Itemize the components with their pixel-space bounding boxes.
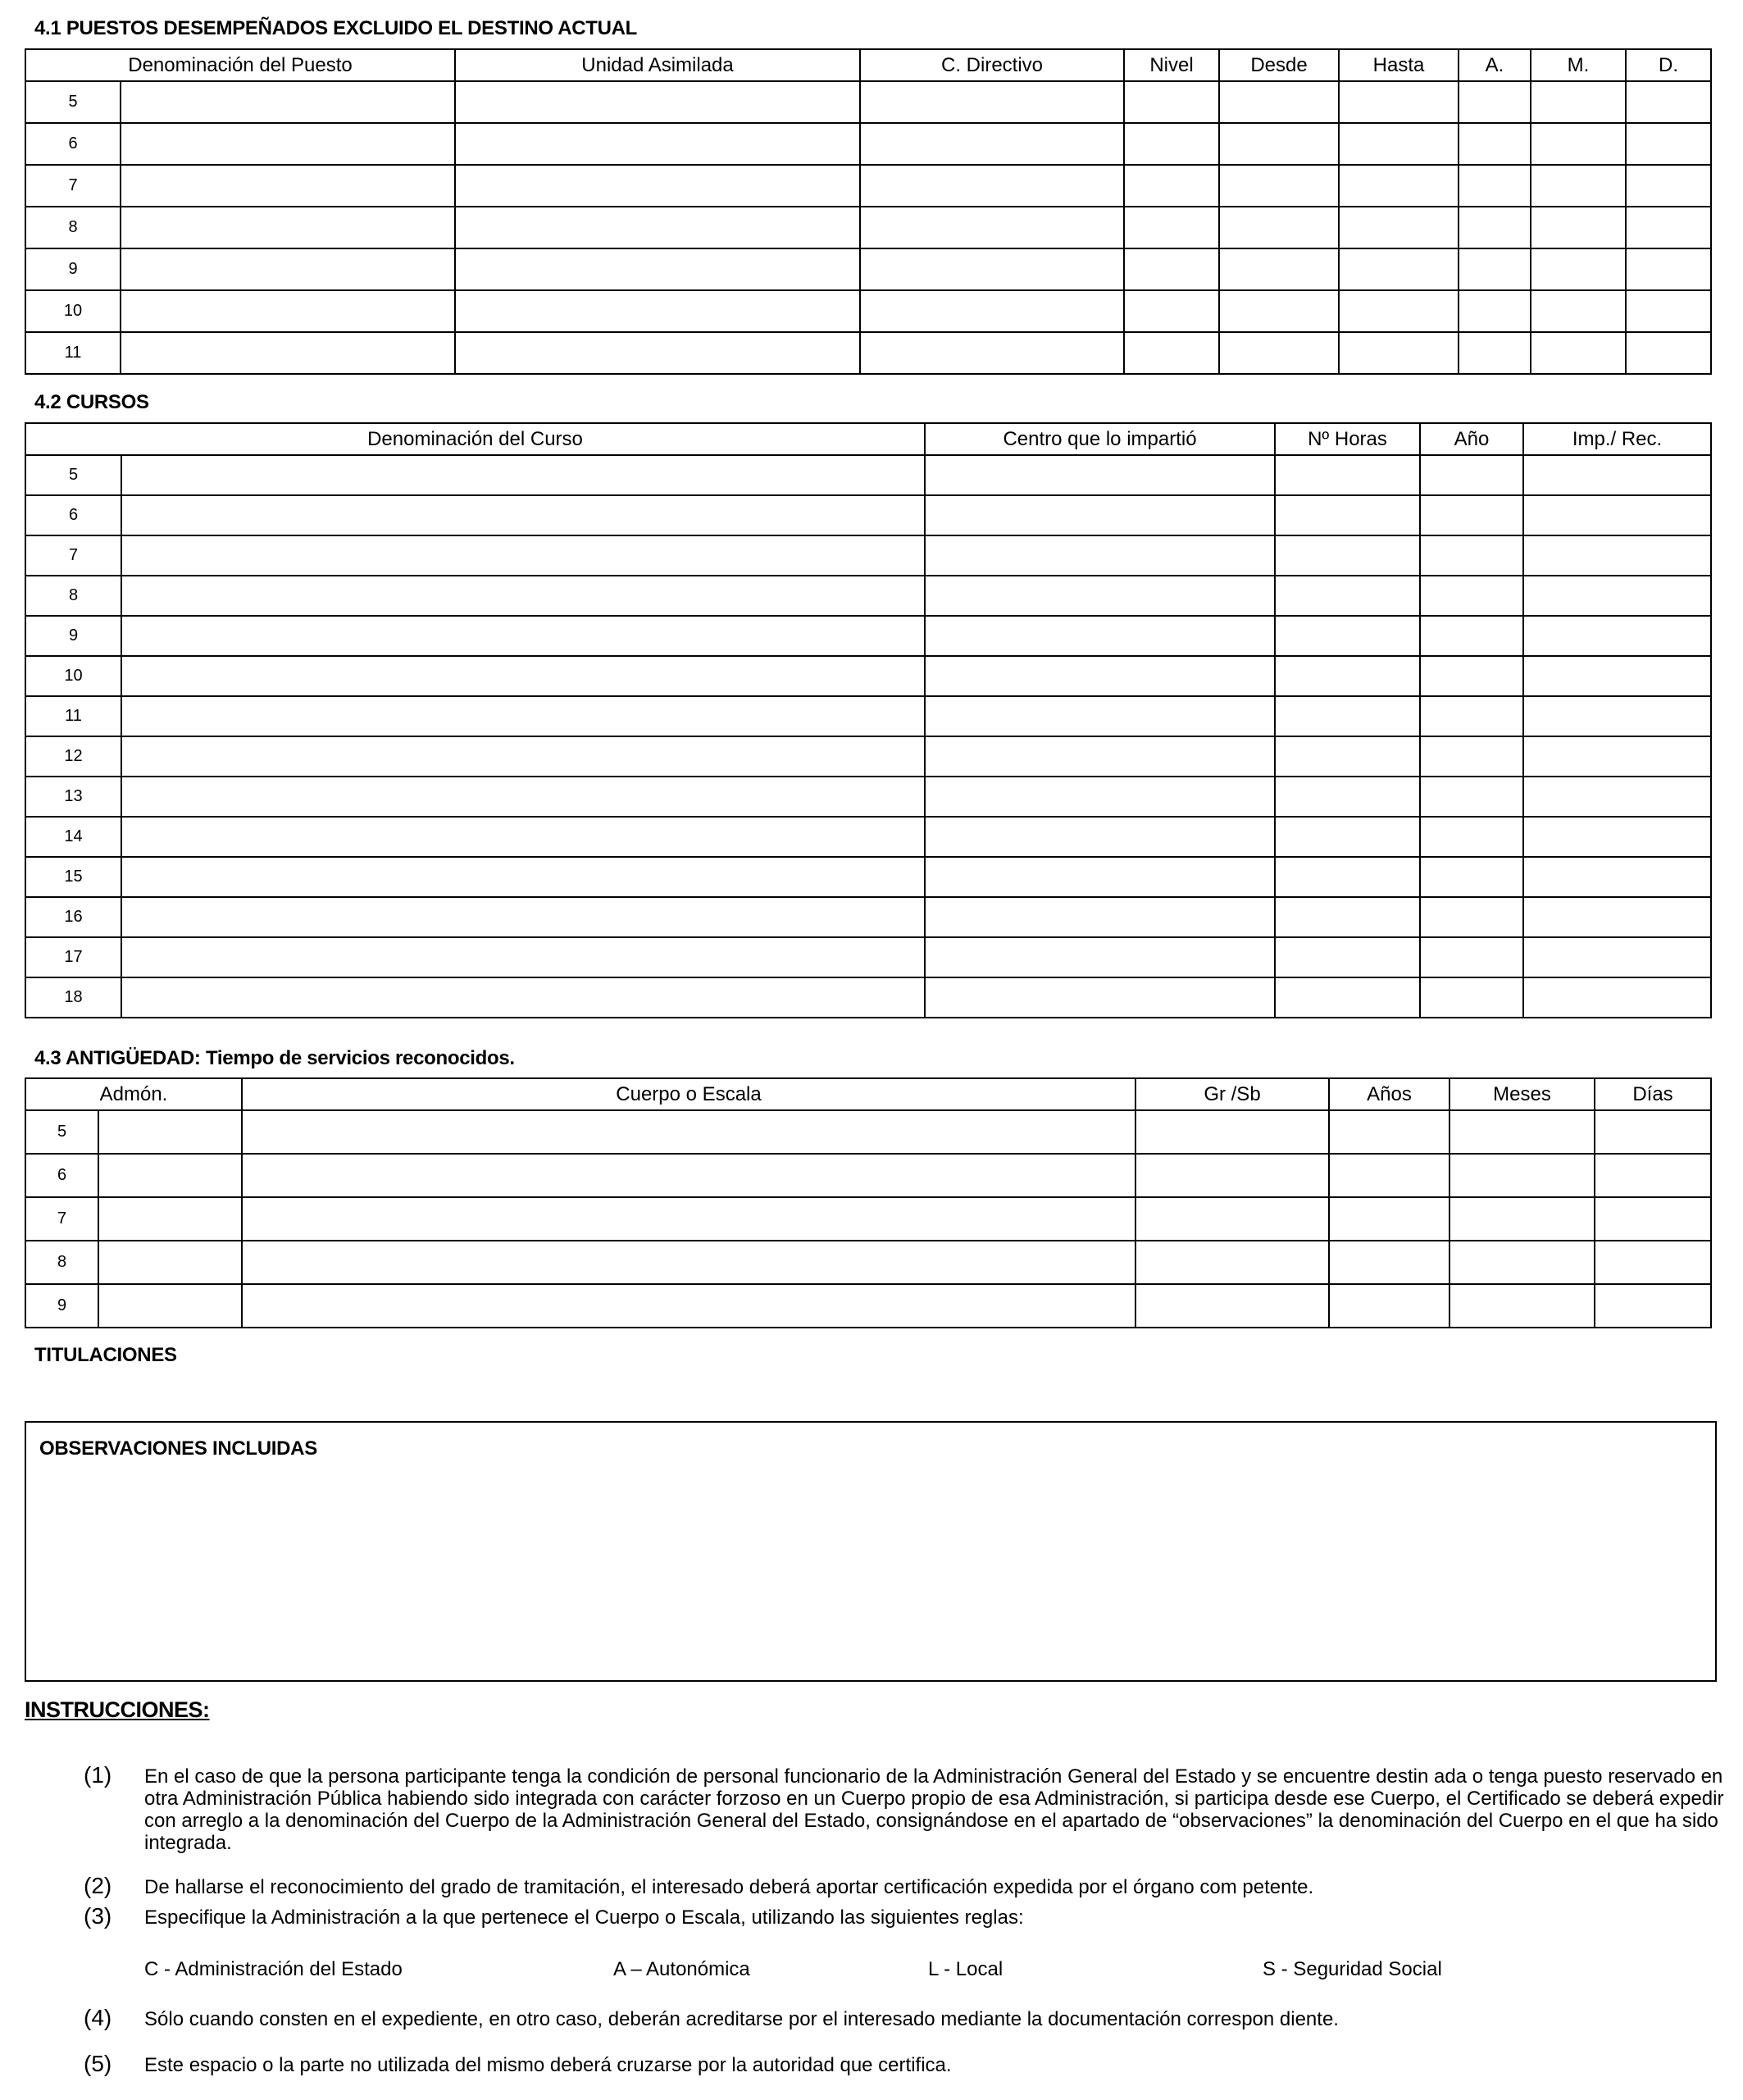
course-cell[interactable]	[121, 495, 925, 535]
row-number: 7	[25, 535, 121, 576]
row-number: 7	[25, 165, 121, 207]
position-cell[interactable]	[1626, 123, 1711, 165]
row-number: 8	[25, 576, 121, 616]
seniority-cell[interactable]	[242, 1197, 1135, 1241]
note-text: Este espacio o la parte no utilizada del mismo deberá cruzarse por la autoridad que certifica.	[144, 2054, 952, 2076]
course-row	[25, 937, 1711, 977]
course-row	[25, 817, 1711, 857]
course-cell[interactable]	[925, 777, 1275, 817]
course-cell[interactable]	[925, 495, 1275, 535]
position-cell[interactable]	[455, 332, 860, 374]
position-cell[interactable]	[1626, 332, 1711, 374]
position-cell[interactable]	[1626, 207, 1711, 248]
seniority-cell[interactable]	[1135, 1197, 1329, 1241]
position-cell[interactable]	[860, 332, 1124, 374]
seniority-cell[interactable]	[1449, 1154, 1595, 1197]
observaciones-label: OBSERVACIONES INCLUIDAS	[39, 1437, 317, 1460]
position-cell[interactable]	[455, 290, 860, 332]
position-cell[interactable]	[1124, 248, 1219, 290]
position-cell[interactable]	[1124, 207, 1219, 248]
header-gr-sb: Gr /Sb	[1135, 1078, 1329, 1110]
course-cell[interactable]	[1275, 777, 1420, 817]
seniority-cell[interactable]	[1449, 1110, 1595, 1154]
position-cell[interactable]	[1339, 81, 1459, 123]
row-number: 15	[25, 857, 121, 897]
note-number: (1)	[84, 1762, 112, 1788]
note-number: (5)	[84, 2051, 112, 2076]
course-cell[interactable]	[121, 696, 925, 736]
position-cell[interactable]	[1339, 332, 1459, 374]
position-cell[interactable]	[121, 290, 455, 332]
row-number: 6	[25, 495, 121, 535]
position-cell[interactable]	[1459, 81, 1531, 123]
position-cell[interactable]	[1124, 165, 1219, 207]
position-cell[interactable]	[1459, 165, 1531, 207]
course-cell[interactable]	[1420, 897, 1523, 937]
position-row	[25, 123, 1711, 165]
position-row	[25, 165, 1711, 207]
course-cell[interactable]	[1523, 495, 1711, 535]
course-cell[interactable]	[925, 656, 1275, 696]
row-number: 9	[25, 616, 121, 656]
course-cell[interactable]	[121, 897, 925, 937]
row-number: 11	[25, 696, 121, 736]
header-cuerpo-escala: Cuerpo o Escala	[242, 1078, 1135, 1110]
position-cell[interactable]	[121, 207, 455, 248]
row-number: 12	[25, 736, 121, 777]
seniority-cell[interactable]	[1329, 1241, 1449, 1284]
course-cell[interactable]	[925, 455, 1275, 495]
position-cell[interactable]	[1339, 165, 1459, 207]
course-cell[interactable]	[1420, 656, 1523, 696]
row-number: 7	[25, 1197, 98, 1241]
header-admon: Admón.	[25, 1078, 242, 1110]
course-cell[interactable]	[925, 937, 1275, 977]
course-row	[25, 977, 1711, 1018]
row-number: 17	[25, 937, 121, 977]
header-anos: A.	[1459, 49, 1531, 81]
row-number: 13	[25, 777, 121, 817]
course-cell[interactable]	[1523, 897, 1711, 937]
course-row	[25, 656, 1711, 696]
course-cell[interactable]	[925, 616, 1275, 656]
course-cell[interactable]	[1523, 777, 1711, 817]
course-row	[25, 616, 1711, 656]
position-cell[interactable]	[1339, 207, 1459, 248]
instrucciones-title: INSTRUCCIONES:	[25, 1697, 210, 1722]
note-text: De hallarse el reconocimiento del grado de tramitación, el interesado deberá aportar certificación expedida por el órgano com petente.	[144, 1876, 1314, 1898]
seniority-cell[interactable]	[1595, 1284, 1711, 1328]
position-cell[interactable]	[860, 248, 1124, 290]
code-estado: C - Administración del Estado	[144, 1958, 403, 1980]
course-cell[interactable]	[925, 857, 1275, 897]
seniority-cell[interactable]	[1135, 1241, 1329, 1284]
note-text: Especifique la Administración a la que pertenece el Cuerpo o Escala, utilizando las siguientes reglas:	[144, 1906, 1024, 1929]
row-number: 11	[25, 332, 121, 374]
header-c-directivo: C. Directivo	[860, 49, 1124, 81]
position-cell[interactable]	[1531, 248, 1626, 290]
course-row	[25, 535, 1711, 576]
note-number: (3)	[84, 1903, 112, 1929]
position-cell[interactable]	[121, 165, 455, 207]
course-cell[interactable]	[1420, 777, 1523, 817]
seniority-cell[interactable]	[1449, 1241, 1595, 1284]
course-cell[interactable]	[1275, 977, 1420, 1018]
seniority-row	[25, 1154, 1711, 1197]
position-row	[25, 207, 1711, 248]
titulaciones-label: TITULACIONES	[34, 1344, 177, 1366]
course-cell[interactable]	[121, 937, 925, 977]
position-cell[interactable]	[1219, 290, 1339, 332]
seniority-row	[25, 1110, 1711, 1154]
seniority-cell[interactable]	[98, 1284, 242, 1328]
position-cell[interactable]	[1219, 81, 1339, 123]
position-cell[interactable]	[1459, 248, 1531, 290]
course-cell[interactable]	[121, 455, 925, 495]
courses-table	[25, 422, 1712, 1018]
header-nivel: Nivel	[1124, 49, 1219, 81]
course-cell[interactable]	[121, 576, 925, 616]
positions-header-row	[25, 49, 1711, 81]
course-cell[interactable]	[1420, 937, 1523, 977]
position-cell[interactable]	[1124, 123, 1219, 165]
course-cell[interactable]	[121, 616, 925, 656]
note-number: (4)	[84, 2005, 112, 2030]
row-number: 9	[25, 1284, 98, 1328]
seniority-cell[interactable]	[1135, 1284, 1329, 1328]
course-cell[interactable]	[1420, 977, 1523, 1018]
code-autonomica: A – Autonómica	[613, 1958, 750, 1980]
position-cell[interactable]	[1219, 207, 1339, 248]
position-cell[interactable]	[1531, 81, 1626, 123]
header-meses: Meses	[1449, 1078, 1595, 1110]
position-cell[interactable]	[1339, 290, 1459, 332]
courses-header-row	[25, 423, 1711, 455]
position-cell[interactable]	[455, 165, 860, 207]
course-cell[interactable]	[925, 535, 1275, 576]
course-cell[interactable]	[925, 576, 1275, 616]
course-cell[interactable]	[1275, 857, 1420, 897]
course-cell[interactable]	[1420, 736, 1523, 777]
course-cell[interactable]	[1420, 576, 1523, 616]
position-cell[interactable]	[1531, 332, 1626, 374]
seniority-cell[interactable]	[1595, 1110, 1711, 1154]
course-cell[interactable]	[1523, 736, 1711, 777]
position-cell[interactable]	[1626, 248, 1711, 290]
position-cell[interactable]	[1339, 123, 1459, 165]
seniority-row	[25, 1241, 1711, 1284]
course-cell[interactable]	[1523, 977, 1711, 1018]
positions-table	[25, 48, 1712, 375]
position-cell[interactable]	[455, 248, 860, 290]
row-number: 14	[25, 817, 121, 857]
seniority-cell[interactable]	[1329, 1154, 1449, 1197]
row-number: 6	[25, 1154, 98, 1197]
seniority-row	[25, 1284, 1711, 1328]
course-cell[interactable]	[1523, 696, 1711, 736]
seniority-cell[interactable]	[1329, 1197, 1449, 1241]
course-cell[interactable]	[1275, 817, 1420, 857]
course-cell[interactable]	[925, 817, 1275, 857]
course-cell[interactable]	[1275, 696, 1420, 736]
course-cell[interactable]	[1420, 857, 1523, 897]
position-cell[interactable]	[1531, 165, 1626, 207]
course-cell[interactable]	[1275, 736, 1420, 777]
note-text: En el caso de que la persona participante tenga la condición de personal funcionario de la Administración General del Estado y se encuentre destin ada o tenga puesto reservado en otra Administración Pública habiendo sido integrada con carácter forzoso en un Cuerpo propio de esa Administración, si participa desde ese Cuerpo, el Certificado se deberá expedir con arreglo a la denominación del Cuerpo de la Administración General del Estado, consignándose en el apartado de “observaciones” la denominación del Cuerpo en el que ha sido integrada.	[144, 1765, 1724, 1854]
seniority-cell[interactable]	[1449, 1197, 1595, 1241]
header-horas: Nº Horas	[1275, 423, 1420, 455]
note-text: Sólo cuando consten en el expediente, en otro caso, deberán acreditarse por el interesado mediante la documentación correspon diente.	[144, 2008, 1339, 2030]
course-cell[interactable]	[1275, 616, 1420, 656]
course-row	[25, 897, 1711, 937]
course-cell[interactable]	[1420, 495, 1523, 535]
header-dias: Días	[1595, 1078, 1711, 1110]
position-cell[interactable]	[455, 123, 860, 165]
position-cell[interactable]	[1459, 207, 1531, 248]
row-number: 18	[25, 977, 121, 1018]
course-cell[interactable]	[925, 897, 1275, 937]
position-cell[interactable]	[121, 81, 455, 123]
row-number: 16	[25, 897, 121, 937]
seniority-cell[interactable]	[1329, 1110, 1449, 1154]
course-cell[interactable]	[121, 535, 925, 576]
position-cell[interactable]	[860, 165, 1124, 207]
course-cell[interactable]	[925, 696, 1275, 736]
position-cell[interactable]	[1459, 332, 1531, 374]
header-denominacion-curso: Denominación del Curso	[25, 423, 925, 455]
row-number: 5	[25, 455, 121, 495]
course-cell[interactable]	[1420, 535, 1523, 576]
seniority-cell[interactable]	[98, 1241, 242, 1284]
position-cell[interactable]	[860, 81, 1124, 123]
position-cell[interactable]	[1219, 123, 1339, 165]
position-cell[interactable]	[121, 332, 455, 374]
seniority-table	[25, 1077, 1712, 1328]
seniority-cell[interactable]	[242, 1241, 1135, 1284]
course-cell[interactable]	[1523, 455, 1711, 495]
course-cell[interactable]	[1523, 656, 1711, 696]
header-unidad-asimilada: Unidad Asimilada	[455, 49, 860, 81]
position-cell[interactable]	[1626, 81, 1711, 123]
position-cell[interactable]	[1219, 165, 1339, 207]
course-row	[25, 857, 1711, 897]
position-cell[interactable]	[860, 207, 1124, 248]
header-meses: M.	[1531, 49, 1626, 81]
position-row	[25, 290, 1711, 332]
seniority-cell[interactable]	[1595, 1197, 1711, 1241]
position-cell[interactable]	[1531, 207, 1626, 248]
course-cell[interactable]	[1523, 857, 1711, 897]
row-number: 6	[25, 123, 121, 165]
section-41-title: 4.1 PUESTOS DESEMPEÑADOS EXCLUIDO EL DESTINO ACTUAL	[34, 17, 638, 39]
seniority-cell[interactable]	[1595, 1241, 1711, 1284]
position-cell[interactable]	[1459, 123, 1531, 165]
course-cell[interactable]	[925, 736, 1275, 777]
row-number: 5	[25, 1110, 98, 1154]
course-cell[interactable]	[1275, 576, 1420, 616]
seniority-cell[interactable]	[1329, 1284, 1449, 1328]
position-cell[interactable]	[860, 123, 1124, 165]
seniority-cell[interactable]	[98, 1110, 242, 1154]
course-cell[interactable]	[121, 656, 925, 696]
row-number: 8	[25, 1241, 98, 1284]
position-cell[interactable]	[455, 207, 860, 248]
code-local: L - Local	[928, 1958, 1003, 1980]
seniority-cell[interactable]	[98, 1197, 242, 1241]
code-seguridad-social: S - Seguridad Social	[1263, 1958, 1442, 1980]
course-cell[interactable]	[1523, 535, 1711, 576]
course-cell[interactable]	[121, 817, 925, 857]
header-denominacion-puesto: Denominación del Puesto	[25, 49, 455, 81]
course-cell[interactable]	[1275, 535, 1420, 576]
row-number: 9	[25, 248, 121, 290]
course-cell[interactable]	[1523, 817, 1711, 857]
position-cell[interactable]	[1339, 248, 1459, 290]
position-cell[interactable]	[121, 248, 455, 290]
position-cell[interactable]	[1124, 332, 1219, 374]
course-cell[interactable]	[1523, 576, 1711, 616]
header-centro: Centro que lo impartió	[925, 423, 1275, 455]
seniority-cell[interactable]	[1135, 1154, 1329, 1197]
course-cell[interactable]	[121, 977, 925, 1018]
header-dias: D.	[1626, 49, 1711, 81]
position-cell[interactable]	[1459, 290, 1531, 332]
row-number: 10	[25, 290, 121, 332]
course-cell[interactable]	[121, 736, 925, 777]
course-cell[interactable]	[1275, 455, 1420, 495]
seniority-cell[interactable]	[1135, 1110, 1329, 1154]
position-row	[25, 332, 1711, 374]
course-row	[25, 495, 1711, 535]
position-cell[interactable]	[455, 81, 860, 123]
position-row	[25, 81, 1711, 123]
course-row	[25, 696, 1711, 736]
section-42-title: 4.2 CURSOS	[34, 391, 149, 413]
course-cell[interactable]	[1275, 897, 1420, 937]
header-hasta: Hasta	[1339, 49, 1459, 81]
seniority-header-row	[25, 1078, 1711, 1110]
seniority-cell[interactable]	[1449, 1284, 1595, 1328]
row-number: 10	[25, 656, 121, 696]
course-cell[interactable]	[1420, 455, 1523, 495]
course-row	[25, 777, 1711, 817]
header-imp-rec: Imp./ Rec.	[1523, 423, 1711, 455]
course-cell[interactable]	[1523, 937, 1711, 977]
section-43-title: 4.3 ANTIGÜEDAD: Tiempo de servicios reconocidos.	[34, 1047, 515, 1069]
position-cell[interactable]	[1626, 290, 1711, 332]
note-number: (2)	[84, 1873, 112, 1898]
observaciones-box	[25, 1421, 1717, 1682]
position-cell[interactable]	[860, 290, 1124, 332]
seniority-cell[interactable]	[242, 1110, 1135, 1154]
position-cell[interactable]	[1531, 123, 1626, 165]
header-anos: Años	[1329, 1078, 1449, 1110]
seniority-cell[interactable]	[242, 1154, 1135, 1197]
position-cell[interactable]	[1219, 332, 1339, 374]
header-desde: Desde	[1219, 49, 1339, 81]
position-cell[interactable]	[1219, 248, 1339, 290]
position-cell[interactable]	[1626, 165, 1711, 207]
position-cell[interactable]	[1531, 290, 1626, 332]
course-cell[interactable]	[1420, 696, 1523, 736]
course-row	[25, 576, 1711, 616]
row-number: 5	[25, 81, 121, 123]
course-row	[25, 736, 1711, 777]
course-cell[interactable]	[1420, 616, 1523, 656]
seniority-row	[25, 1197, 1711, 1241]
course-cell[interactable]	[925, 977, 1275, 1018]
position-row	[25, 248, 1711, 290]
course-row	[25, 455, 1711, 495]
course-cell[interactable]	[1275, 656, 1420, 696]
course-cell[interactable]	[1523, 616, 1711, 656]
row-number: 8	[25, 207, 121, 248]
course-cell[interactable]	[1275, 495, 1420, 535]
course-cell[interactable]	[1275, 937, 1420, 977]
seniority-cell[interactable]	[98, 1154, 242, 1197]
course-cell[interactable]	[121, 777, 925, 817]
course-cell[interactable]	[1420, 817, 1523, 857]
course-cell[interactable]	[121, 857, 925, 897]
header-ano: Año	[1420, 423, 1523, 455]
seniority-cell[interactable]	[242, 1284, 1135, 1328]
position-cell[interactable]	[1124, 290, 1219, 332]
seniority-cell[interactable]	[1595, 1154, 1711, 1197]
position-cell[interactable]	[1124, 81, 1219, 123]
position-cell[interactable]	[121, 123, 455, 165]
